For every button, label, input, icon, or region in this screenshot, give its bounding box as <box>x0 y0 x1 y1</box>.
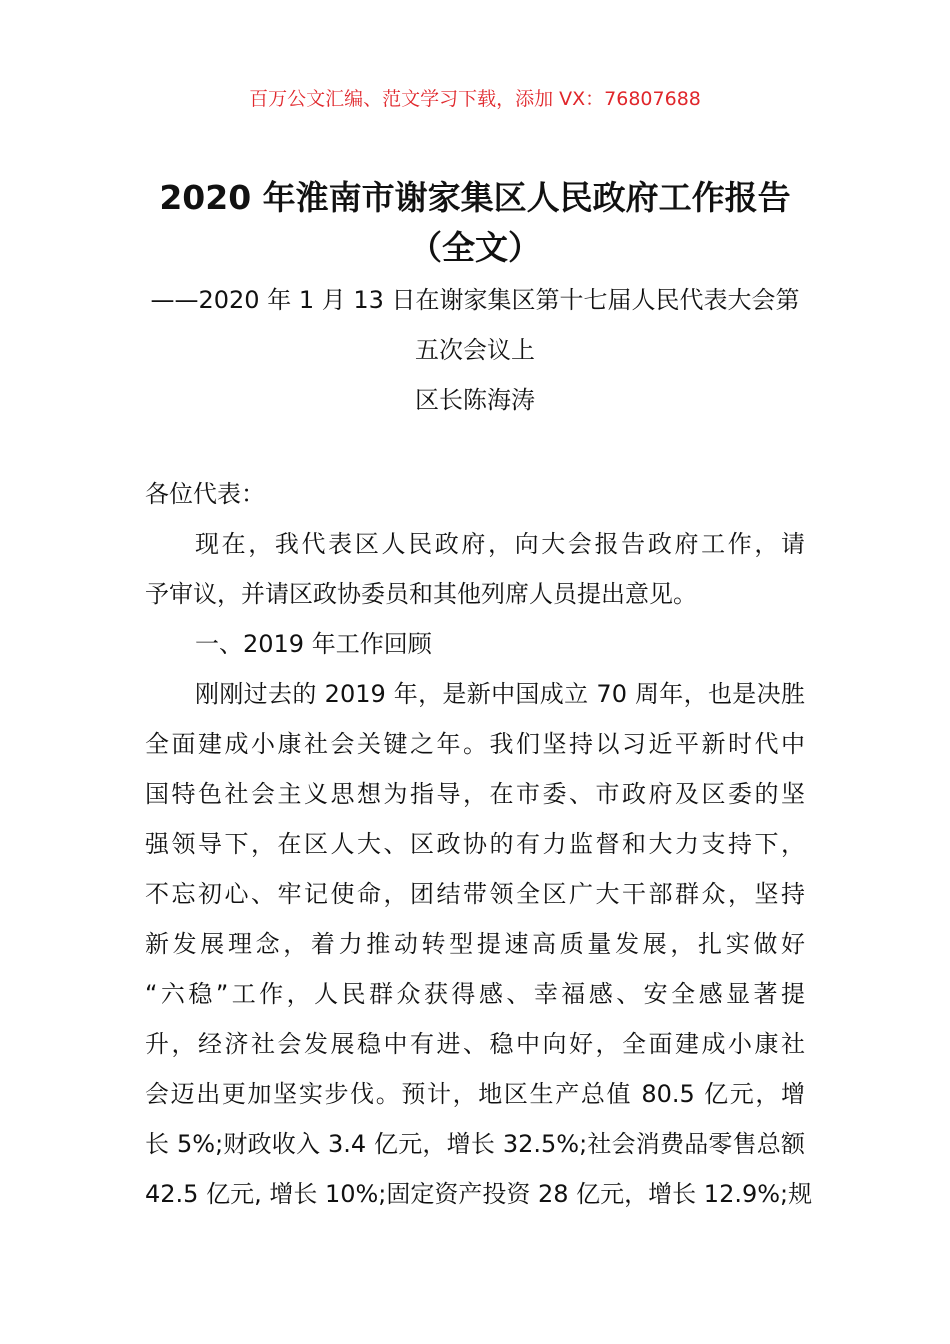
paragraph-line: 国特色社会主义思想为指导，在市委、市政府及区委的坚 <box>145 780 805 808</box>
paragraph-line: 强领导下，在区人大、区政协的有力监督和大力支持下， <box>145 830 805 858</box>
document-body <box>145 474 813 1224</box>
paragraph-line: 会迈出更加坚实步伐。预计，地区生产总值 80.5 亿元，增 <box>145 1080 805 1108</box>
paragraph-line: 刚刚过去的 2019 年，是新中国成立 70 周年，也是决胜 <box>195 680 805 708</box>
paragraph-line: 新发展理念，着力推动转型提速高质量发展，扎实做好 <box>145 930 805 958</box>
paragraph-line: 升，经济社会发展稳中有进、稳中向好，全面建成小康社 <box>145 1030 805 1058</box>
speaker: 区长陈海涛 <box>415 386 535 414</box>
paragraph-line: 长 5%;财政收入 3.4 亿元，增长 32.5%;社会消费品零售总额 <box>145 1130 805 1158</box>
subtitle-occasion-cont: 五次会议上 <box>415 336 535 364</box>
section-heading: 一、2019 年工作回顾 <box>195 630 432 658</box>
document-title: 2020 年淮南市谢家集区人民政府工作报告 <box>159 178 791 217</box>
watermark-banner: 百万公文汇编、范文学习下载，添加 VX：76807688 <box>249 88 701 110</box>
paragraph-line: 42.5 亿元, 增长 10%;固定资产投资 28 亿元，增长 12.9%;规 <box>145 1180 813 1208</box>
document-title-suffix: （全文） <box>409 228 541 267</box>
salutation: 各位代表： <box>145 480 265 508</box>
subtitle-occasion: ——2020 年 1 月 13 日在谢家集区第十七届人民代表大会第 <box>150 286 800 314</box>
paragraph-line: 全面建成小康社会关键之年。我们坚持以习近平新时代中 <box>145 730 805 758</box>
paragraph-line: 现在，我代表区人民政府，向大会报告政府工作，请 <box>195 530 805 558</box>
paragraph-line: “六稳”工作，人民群众获得感、幸福感、安全感显著提 <box>145 980 805 1008</box>
paragraph-line: 不忘初心、牢记使命，团结带领全区广大干部群众，坚持 <box>145 880 805 908</box>
paragraph-line: 予审议，并请区政协委员和其他列席人员提出意见。 <box>145 580 697 608</box>
